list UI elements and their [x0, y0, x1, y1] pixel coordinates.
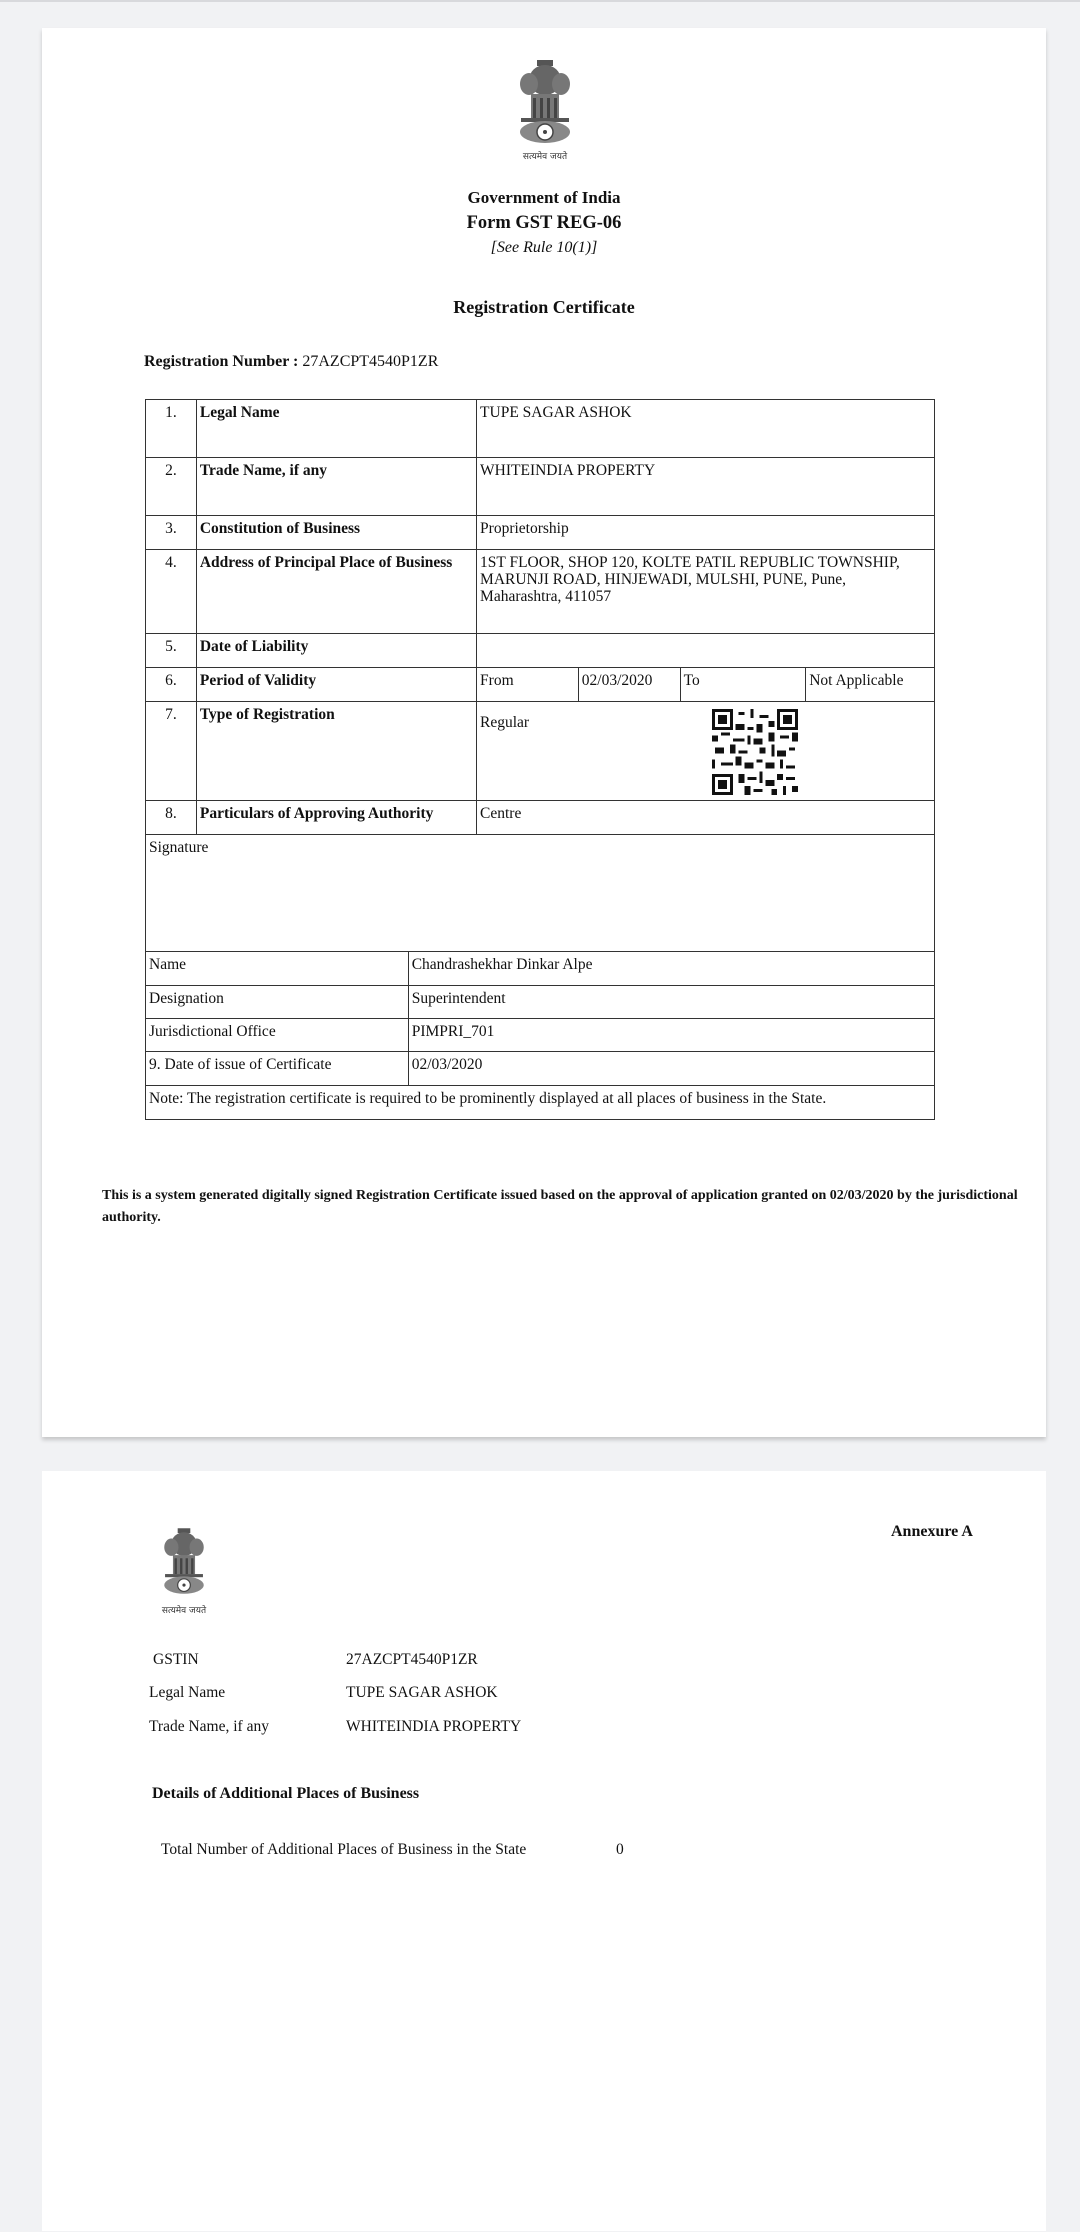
- national-emblem-icon: [154, 1524, 214, 1602]
- qr-code-icon: [712, 709, 798, 795]
- validity-from-value: 02/03/2020: [578, 668, 680, 702]
- display-note: Note: The registration certificate is required to be prominently displayed at all places of business in the State.: [146, 1086, 935, 1120]
- designation-value: Superintendent: [408, 986, 934, 1019]
- gstin-label: GSTIN: [153, 1651, 199, 1668]
- row-number: 2.: [146, 458, 197, 516]
- viewer-top-edge: [0, 0, 1080, 2]
- document-page-2: [42, 1471, 1046, 2231]
- table-row: [146, 668, 935, 702]
- validity-to-value: Not Applicable: [806, 668, 935, 702]
- table-row: [146, 550, 935, 634]
- row-number: 1.: [146, 400, 197, 458]
- legal-name-label: Legal Name: [149, 1684, 226, 1701]
- trade-name-value: WHITEINDIA PROPERTY: [477, 458, 935, 516]
- row-label: Date of Liability: [196, 634, 476, 668]
- date-of-liability-value: [477, 634, 935, 668]
- issue-date-value: 02/03/2020: [408, 1052, 934, 1086]
- total-additional-places-value: 0: [616, 1841, 624, 1858]
- gstin-value: 27AZCPT4540P1ZR: [346, 1651, 478, 1668]
- table-row: [146, 1019, 935, 1052]
- row-label: Particulars of Approving Authority: [196, 801, 476, 835]
- row-label: Trade Name, if any: [196, 458, 476, 516]
- document-page-1: [42, 28, 1046, 1437]
- row-number: 5.: [146, 634, 197, 668]
- jurisdictional-office-label: Jurisdictional Office: [146, 1019, 409, 1052]
- trade-name-label: Trade Name, if any: [149, 1718, 269, 1735]
- additional-places-heading: Details of Additional Places of Business: [152, 1785, 420, 1802]
- address-value: 1ST FLOOR, SHOP 120, KOLTE PATIL REPUBLIC TOWNSHIP, MARUNJI ROAD, HINJEWADI, MULSHI, PUNE, Pune, Maharashtra, 411057: [477, 550, 935, 634]
- registration-type-value: Regular: [477, 702, 935, 801]
- table-row: [146, 801, 935, 835]
- registration-number: [144, 353, 438, 371]
- row-label: Address of Principal Place of Business: [196, 550, 476, 634]
- approving-authority-value: Centre: [477, 801, 935, 835]
- rule-reference: [See Rule 10(1)]: [490, 239, 598, 256]
- table-row: [146, 986, 935, 1019]
- issue-date-label: 9. Date of issue of Certificate: [146, 1052, 409, 1086]
- registration-number-value: 27AZCPT4540P1ZR: [302, 353, 439, 370]
- total-additional-places-label: Total Number of Additional Places of Business in the State: [161, 1841, 527, 1858]
- system-generated-note: This is a system generated digitally signed Registration Certificate issued based on the approval of application granted on 02/03/2020 by the jurisdictional authority.: [102, 1188, 1018, 1225]
- row-number: 8.: [146, 801, 197, 835]
- officer-name-label: Name: [146, 952, 409, 986]
- row-label: Constitution of Business: [196, 516, 476, 550]
- annexure-title: Annexure A: [891, 1523, 973, 1540]
- row-label: Period of Validity: [196, 668, 476, 702]
- validity-from-label: From: [477, 668, 579, 702]
- signature-label: Signature: [146, 835, 935, 952]
- table-row: [146, 702, 935, 801]
- trade-name-value: WHITEINDIA PROPERTY: [346, 1718, 522, 1735]
- officer-details-table: [145, 951, 935, 1120]
- signature-row: [146, 835, 935, 952]
- designation-label: Designation: [146, 986, 409, 1019]
- table-row: [146, 458, 935, 516]
- row-number: 6.: [146, 668, 197, 702]
- table-row: [146, 400, 935, 458]
- row-label: Type of Registration: [196, 702, 476, 801]
- form-title: Form GST REG-06: [466, 213, 622, 233]
- government-heading: Government of India: [467, 188, 621, 207]
- officer-name-value: Chandrashekhar Dinkar Alpe: [408, 952, 934, 986]
- table-row: [146, 952, 935, 986]
- row-label: Legal Name: [196, 400, 476, 458]
- row-number: 4.: [146, 550, 197, 634]
- table-row: [146, 634, 935, 668]
- registration-number-label: Registration Number :: [144, 353, 299, 370]
- legal-name-value: TUPE SAGAR ASHOK: [477, 400, 935, 458]
- table-row: [146, 1052, 935, 1086]
- certificate-title: Registration Certificate: [453, 297, 635, 317]
- emblem-motto: सत्यमेव जयते: [522, 152, 568, 162]
- legal-name-value: TUPE SAGAR ASHOK: [346, 1684, 498, 1701]
- table-row: [146, 1086, 935, 1120]
- row-number: 7.: [146, 702, 197, 801]
- constitution-value: Proprietorship: [477, 516, 935, 550]
- row-number: 3.: [146, 516, 197, 550]
- emblem-motto: सत्यमेव जयते: [161, 1606, 207, 1616]
- validity-to-label: To: [680, 668, 806, 702]
- registration-details-table: [145, 399, 935, 952]
- jurisdictional-office-value: PIMPRI_701: [408, 1019, 934, 1052]
- national-emblem-icon: [507, 58, 583, 150]
- table-row: [146, 516, 935, 550]
